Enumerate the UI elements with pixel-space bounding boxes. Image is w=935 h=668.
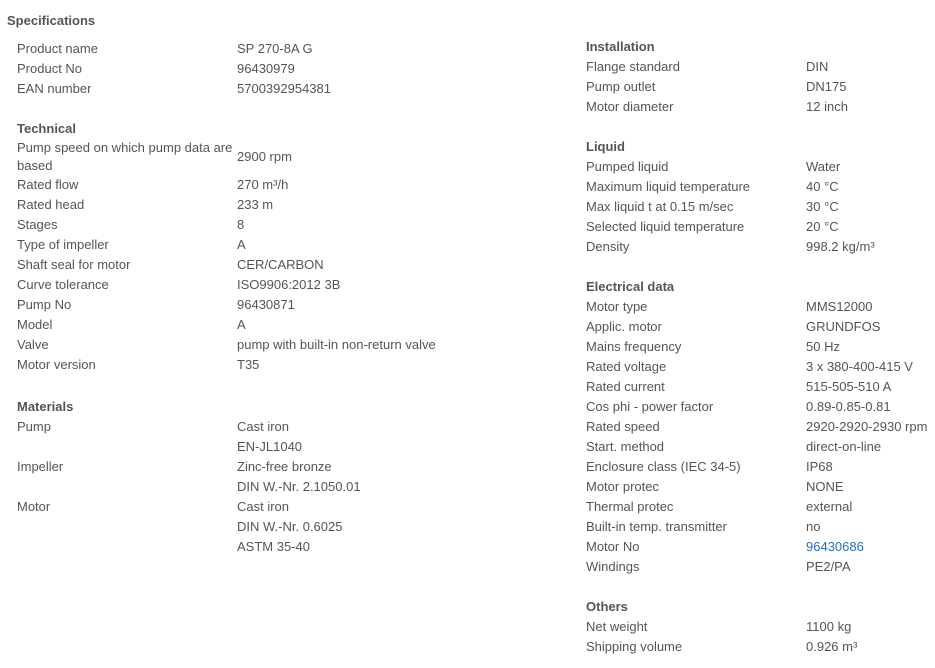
spec-label: Shipping volume [586,639,683,654]
spec-row-motor-no [586,537,935,557]
spec-label: Windings [586,559,640,574]
spec-value: 515-505-510 A [806,379,892,394]
spec-row-start-method [586,437,935,457]
spec-row-rated-head [17,195,557,215]
spec-row-rated-flow [17,175,557,195]
spec-value: 0.926 m³ [806,639,858,654]
spec-value: 20 °C [806,219,839,234]
spec-label: Model [17,317,53,332]
spec-row-motor-version [17,355,557,375]
spec-label: Rated head [17,197,85,212]
spec-value: 96430979 [237,61,295,76]
spec-row-product-name [17,39,557,59]
spec-label: Flange standard [586,59,680,74]
spec-value: 2920-2920-2930 rpm [806,419,928,434]
spec-value: pump with built-in non-return valve [237,337,436,352]
spec-value: DIN [806,59,829,74]
spec-label: Pumped liquid [586,159,669,174]
motor-no-link[interactable]: 96430686 [806,539,864,554]
spec-label: Motor diameter [586,99,674,114]
spec-label: Product No [17,61,83,76]
spec-value: GRUNDFOS [806,319,881,334]
spec-value: 0.89-0.85-0.81 [806,399,891,414]
spec-value: 40 °C [806,179,839,194]
spec-value: direct-on-line [806,439,882,454]
spec-label [17,437,237,457]
spec-row-thermal-protec [586,497,935,517]
liquid-title: Liquid [586,139,625,154]
spec-label [17,517,237,537]
spec-label: Rated speed [586,419,660,434]
spec-row-model [17,315,557,335]
spec-value: 5700392954381 [237,81,331,96]
spec-value: NONE [806,479,844,494]
spec-value: A [237,237,246,252]
spec-label: Selected liquid temperature [586,219,745,234]
spec-label: Impeller [17,459,64,474]
spec-label: Motor type [586,299,648,314]
spec-value: 8 [237,217,245,232]
spec-row-material-pump [17,417,557,437]
spec-row-windings [586,557,935,577]
spec-label: Pump [17,419,51,434]
installation-section [586,37,935,117]
spec-label: Pump No [17,297,72,312]
spec-label: Pump speed on which pump data are based [17,140,233,173]
spec-value: 2900 rpm [237,149,292,164]
spec-label: Product name [17,41,98,56]
spec-value: 30 °C [806,199,839,214]
spec-row-rated-current [586,377,935,397]
spec-value: Zinc-free bronze [237,459,332,474]
spec-row-material-motor [17,497,557,517]
spec-value: 3 x 380-400-415 V [806,359,913,374]
spec-value: SP 270-8A G [237,41,313,56]
spec-label: Thermal protec [586,499,674,514]
spec-value: DIN W.-Nr. 2.1050.01 [237,479,361,494]
spec-value: ASTM 35-40 [237,539,310,554]
spec-value: 12 inch [806,99,848,114]
spec-value: 1100 kg [806,619,852,634]
spec-row-enclosure-class [586,457,935,477]
spec-row-curve-tolerance [17,275,557,295]
spec-row-rated-speed [586,417,935,437]
spec-row-cos-phi [586,397,935,417]
spec-row-density [586,237,935,257]
spec-value: Cast iron [237,499,290,514]
spec-row-max-liquid-temp [586,177,935,197]
spec-value: 233 m [237,197,274,212]
electrical-title: Electrical data [586,279,675,294]
spec-value: IP68 [806,459,833,474]
spec-value: 998.2 kg/m³ [806,239,875,254]
spec-label: Rated flow [17,177,79,192]
spec-row-ean-number [17,79,557,99]
spec-row-material-impeller-2 [17,477,557,497]
spec-row-shipping-volume [586,637,935,657]
spec-value: EN-JL1040 [237,439,303,454]
spec-row-motor-diameter [586,97,935,117]
spec-label: EAN number [17,81,92,96]
liquid-section [586,137,935,257]
installation-title: Installation [586,39,655,54]
spec-row-material-motor-3 [17,537,557,557]
spec-label: Pump outlet [586,79,656,94]
spec-row-material-motor-2 [17,517,557,537]
spec-value: Cast iron [237,419,290,434]
spec-row-applic-motor [586,317,935,337]
spec-label: Motor No [586,539,640,554]
spec-value: no [806,519,821,534]
spec-label: Motor [17,499,51,514]
spec-value: A [237,317,246,332]
others-section [586,597,935,657]
spec-row-material-pump-2 [17,437,557,457]
technical-section [17,119,557,375]
spec-row-max-liquid-t-015 [586,197,935,217]
spec-row-pump-speed [17,139,557,175]
spec-label: Mains frequency [586,339,682,354]
spec-value: 270 m³/h [237,177,289,192]
spec-value: DIN W.-Nr. 0.6025 [237,519,343,534]
spec-value: Water [806,159,841,174]
spec-row-builtin-temp-transmitter [586,517,935,537]
spec-label: Maximum liquid temperature [586,179,751,194]
spec-value: PE2/PA [806,559,851,574]
spec-value: 96430871 [237,297,295,312]
spec-row-rated-voltage [586,357,935,377]
spec-label: Applic. motor [586,319,662,334]
spec-label: Built-in temp. transmitter [586,519,727,534]
spec-row-stages [17,215,557,235]
page-title: Specifications [7,13,96,28]
spec-label: Stages [17,217,58,232]
spec-value: external [806,499,853,514]
spec-label: Rated current [586,379,665,394]
spec-value: MMS12000 [806,299,873,314]
spec-value: ISO9906:2012 3B [237,277,341,292]
spec-label: Curve tolerance [17,277,109,292]
spec-label: Density [586,239,630,254]
spec-label [17,537,237,557]
spec-value: 50 Hz [806,339,840,354]
spec-row-mains-frequency [586,337,935,357]
spec-value: DN175 [806,79,847,94]
general-section [17,39,557,99]
spec-row-material-impeller [17,457,557,477]
spec-label: Rated voltage [586,359,667,374]
spec-label: Net weight [586,619,648,634]
spec-label: Max liquid t at 0.15 m/sec [586,199,734,214]
spec-label: Shaft seal for motor [17,257,131,272]
spec-row-pump-outlet [586,77,935,97]
spec-row-motor-type [586,297,935,317]
spec-row-motor-protec [586,477,935,497]
spec-label: Motor protec [586,479,659,494]
others-title: Others [586,599,628,614]
spec-row-product-no [17,59,557,79]
spec-value: T35 [237,357,260,372]
spec-row-valve [17,335,557,355]
spec-label: Valve [17,337,49,352]
technical-title: Technical [17,121,77,136]
spec-row-selected-liquid-temp [586,217,935,237]
spec-label: Motor version [17,357,96,372]
spec-row-pumped-liquid [586,157,935,177]
spec-label [17,477,237,497]
spec-value: CER/CARBON [237,257,324,272]
spec-label: Enclosure class (IEC 34-5) [586,459,741,474]
spec-label: Start. method [586,439,665,454]
spec-label: Cos phi - power factor [586,399,714,414]
materials-section [17,397,557,557]
electrical-section [586,277,935,577]
spec-row-pump-no [17,295,557,315]
spec-row-type-of-impeller [17,235,557,255]
materials-title: Materials [17,399,74,414]
spec-row-net-weight [586,617,935,637]
spec-label: Type of impeller [17,237,109,252]
spec-row-flange-standard [586,57,935,77]
spec-row-shaft-seal [17,255,557,275]
